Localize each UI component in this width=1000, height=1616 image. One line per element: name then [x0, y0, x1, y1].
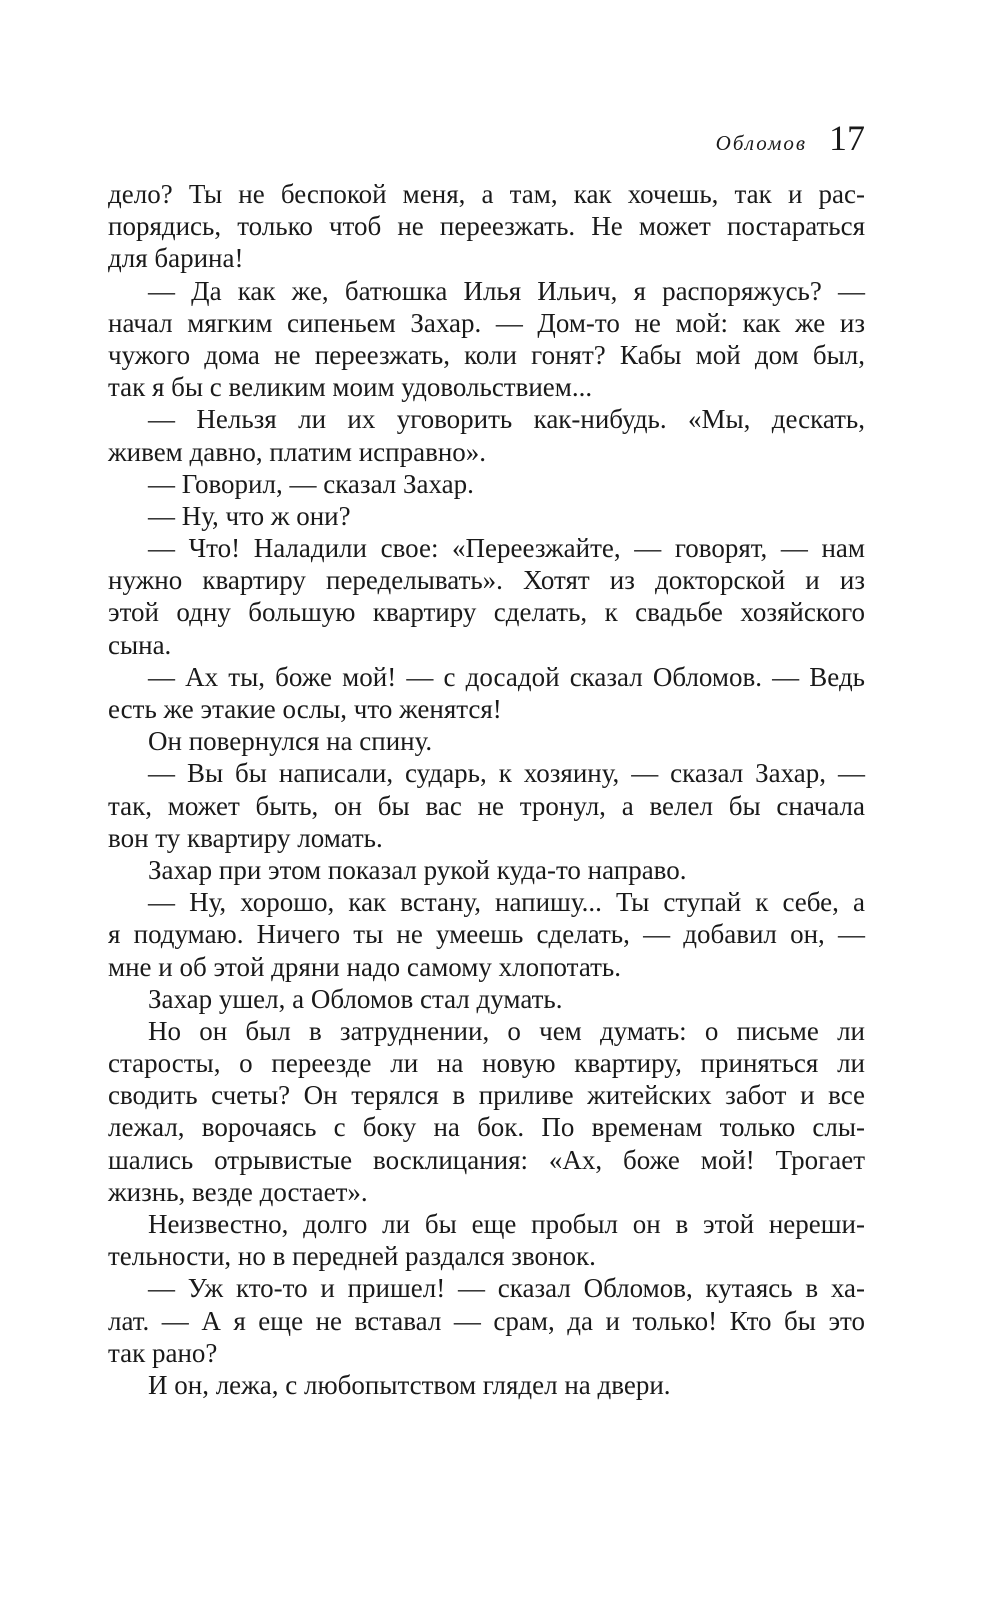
text-line: тельности, но в передней раздался звонок.: [108, 1241, 596, 1272]
running-head: [716, 120, 865, 156]
text-line: — Ах ты, боже мой! — с досадой сказал Обломов. — Ведь: [148, 661, 865, 692]
text-line: лежал, ворочаясь с боку на бок. По временам только слы-: [108, 1112, 865, 1143]
text-line: лат. — А я еще не вставал — срам, да и только! Кто бы это: [108, 1305, 865, 1336]
text-line: Но он был в затруднении, о чем думать: о письме ли: [148, 1015, 865, 1046]
text-line: шались отрывистые восклицания: «Ах, боже мой! Трогает: [108, 1144, 865, 1175]
text-line: нужно квартиру переделывать». Хотят из докторской и из: [108, 565, 865, 596]
text-line: — Ну, что ж они?: [148, 500, 351, 531]
text-line: порядись, только чтоб не переезжать. Не может постараться: [108, 211, 865, 242]
text-line: — Уж кто-то и пришел! — сказал Обломов, кутаясь в ха-: [148, 1273, 865, 1304]
text-line: дело? Ты не беспокой меня, а там, как хочешь, так и рас-: [108, 179, 865, 209]
text-line: — Да как же, батюшка Илья Ильич, я распоряжусь? —: [148, 275, 865, 306]
text-line: так я бы с великим моим удовольствием...: [108, 372, 593, 403]
text-line: начал мягким сипеньем Захар. — Дом-то не мой: как же из: [108, 307, 865, 338]
text-line: Он повернулся на спину.: [148, 726, 433, 757]
text-line: Неизвестно, долго ли бы еще пробыл он в этой нереши-: [148, 1209, 865, 1239]
text-line: этой одну большую квартиру сделать, к свадьбе хозяйского: [108, 597, 865, 628]
text-line: сводить счеты? Он терялся в приливе житейских забот и все: [108, 1080, 865, 1111]
text-line: — Вы бы написали, сударь, к хозяину, — сказал Захар, —: [148, 758, 865, 789]
text-line: Захар ушел, а Обломов стал думать.: [148, 983, 563, 1014]
text-line: Захар при этом показал рукой куда-то направо.: [148, 854, 687, 885]
text-line: есть же этакие ослы, что женятся!: [108, 694, 502, 724]
text-line: — Нельзя ли их уговорить как-нибудь. «Мы, дескать,: [148, 404, 865, 435]
text-line: так, может быть, он бы вас не тронул, а велел бы сначала: [108, 790, 865, 821]
text-line: — Что! Наладили свое: «Переезжайте, — говорят, — нам: [148, 533, 865, 564]
text-line: я подумаю. Ничего ты не умеешь сделать, — добавил он, —: [108, 919, 865, 950]
text-line: чужого дома не переезжать, коли гонят? Кабы мой дом был,: [108, 339, 865, 370]
text-line: сына.: [108, 629, 172, 660]
text-line: мне и об этой дряни надо самому хлопотать.: [108, 951, 621, 982]
running-title: Обломов: [715, 131, 807, 155]
text-line: И он, лежа, с любопытством глядел на двери.: [148, 1369, 671, 1400]
text-line: — Ну, хорошо, как встану, напишу... Ты ступай к себе, а: [148, 887, 865, 918]
text-line: старосты, о переезде ли на новую квартиру, приняться ли: [108, 1048, 865, 1079]
text-line: так рано?: [108, 1337, 218, 1368]
text-line: жизнь, везде достает».: [108, 1176, 368, 1207]
text-line: вон ту квартиру ломать.: [108, 822, 383, 853]
page-number: 17: [829, 118, 865, 158]
text-line: живем давно, платим исправно».: [108, 436, 487, 467]
body-text: [108, 178, 865, 1401]
text-line: для барина!: [108, 243, 244, 274]
text-line: — Говорил, — сказал Захар.: [148, 468, 474, 499]
